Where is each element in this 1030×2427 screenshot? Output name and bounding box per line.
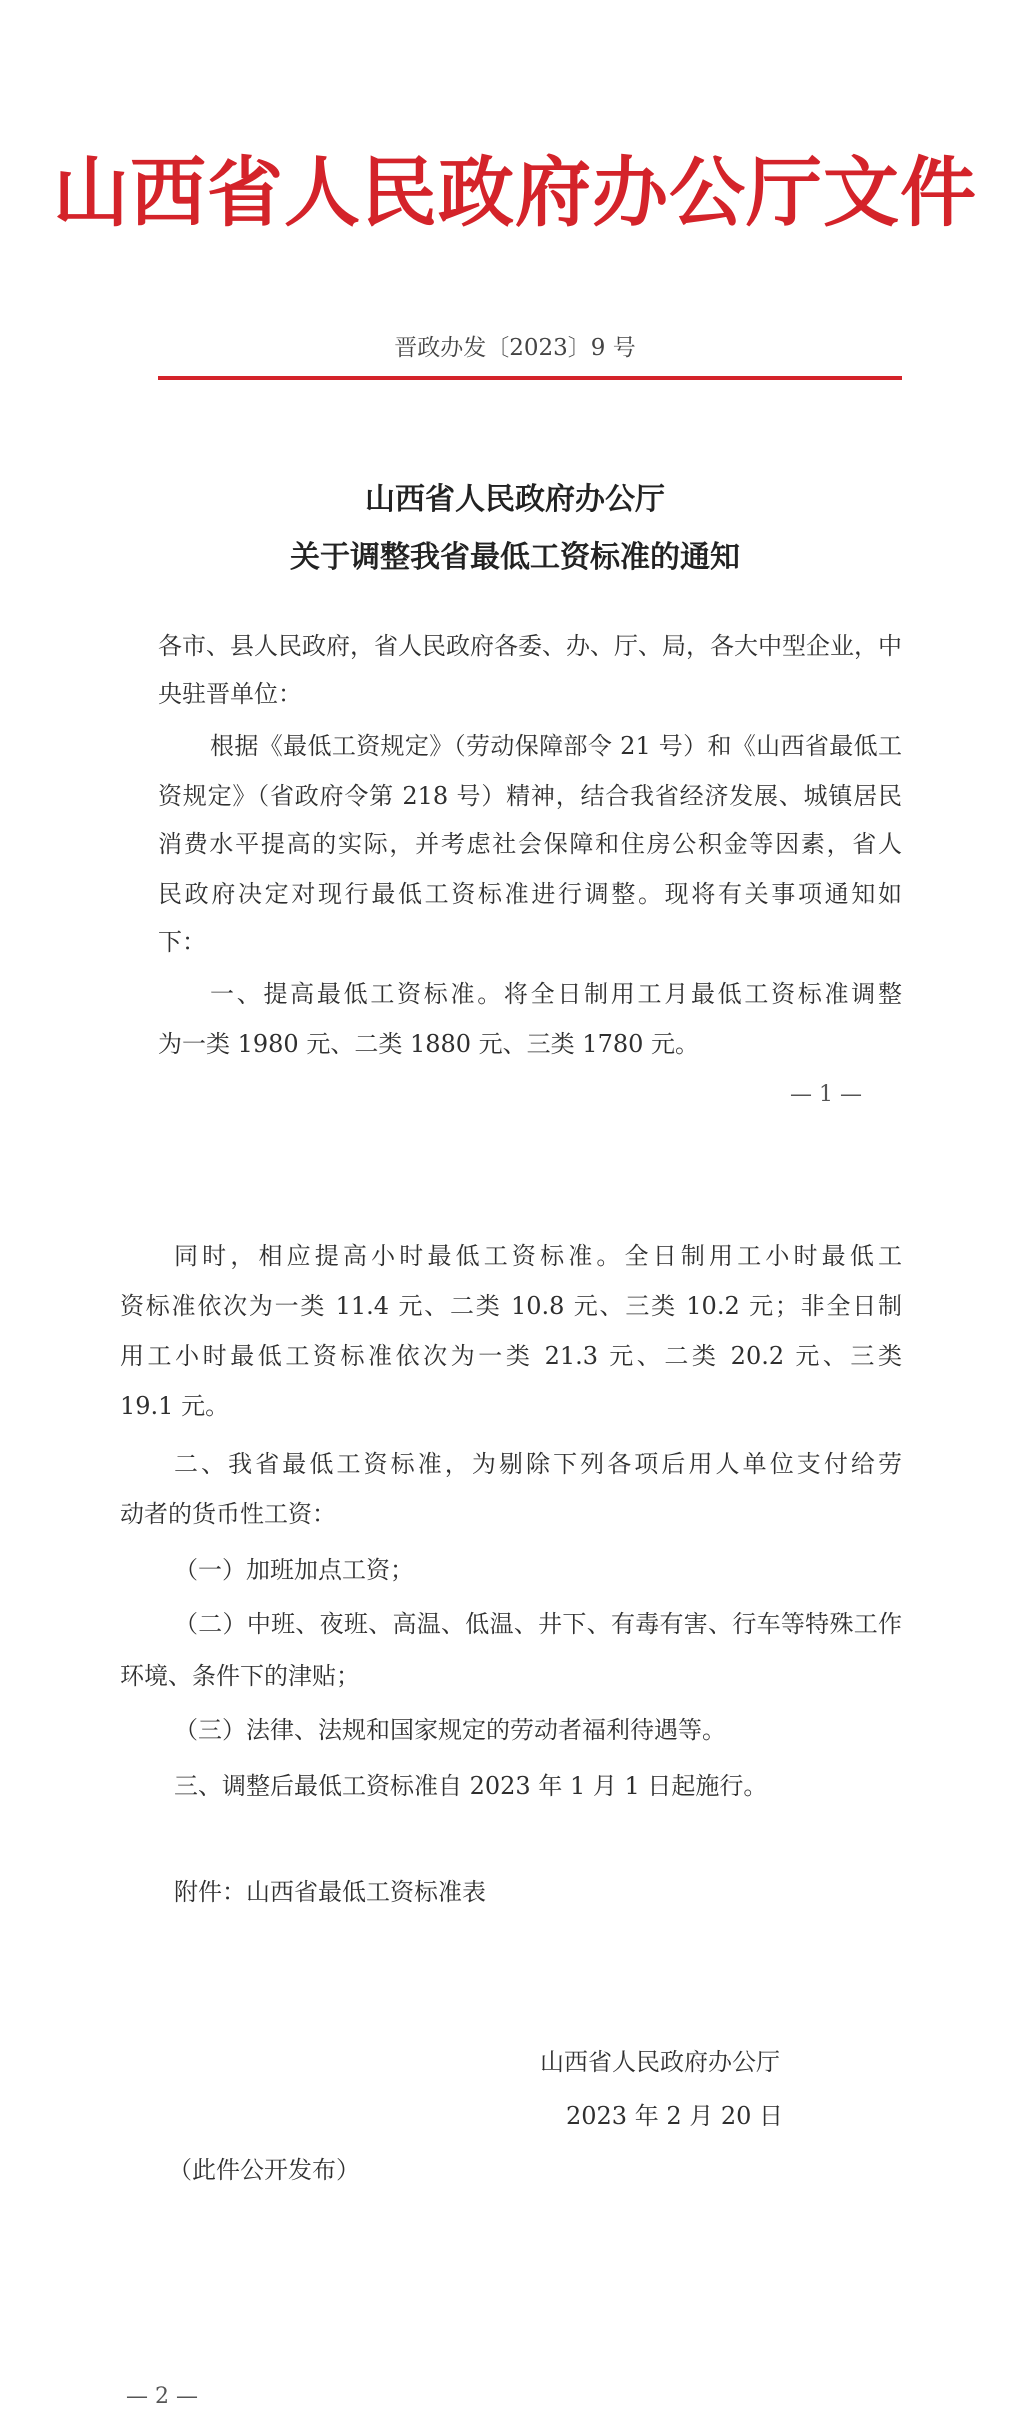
body-line: 根据《最低工资规定》（劳动保障部令 21 号）和《山西省最低工 xyxy=(210,732,902,760)
body-line: 为一类 1980 元、二类 1880 元、三类 1780 元。 xyxy=(158,1030,700,1058)
signature-date: 2023 年 2 月 20 日 xyxy=(566,2102,784,2130)
notice-title-line-1: 山西省人民政府办公厅 xyxy=(365,482,665,517)
document-number: 晋政办发〔2023〕9 号 xyxy=(394,335,636,361)
body-line: 消费水平提高的实际，并考虑社会保障和住房公积金等因素，省人 xyxy=(158,830,902,858)
header-red-divider xyxy=(158,376,902,380)
body-line: 二、我省最低工资标准，为剔除下列各项后用人单位支付给劳 xyxy=(174,1450,902,1478)
body-line: （一）加班加点工资； xyxy=(174,1556,414,1584)
attachment-line: 附件：山西省最低工资标准表 xyxy=(174,1878,486,1906)
body-line: （三）法律、法规和国家规定的劳动者福利待遇等。 xyxy=(174,1716,726,1744)
body-line: 民政府决定对现行最低工资标准进行调整。现将有关事项通知如 xyxy=(158,880,902,908)
body-line: 央驻晋单位： xyxy=(158,680,302,708)
body-line: 三、调整后最低工资标准自 2023 年 1 月 1 日起施行。 xyxy=(174,1772,768,1800)
page-number: — 1 — xyxy=(790,1082,862,1107)
publish-note: （此件公开发布） xyxy=(168,2156,360,2184)
body-line: 资规定》（省政府令第 218 号）精神，结合我省经济发展、城镇居民 xyxy=(158,782,902,810)
body-line: 环境、条件下的津贴； xyxy=(120,1662,360,1690)
body-line: （二）中班、夜班、高温、低温、井下、有毒有害、行车等特殊工作 xyxy=(174,1610,902,1638)
page-number: — 2 — xyxy=(126,2384,198,2409)
signature-organization: 山西省人民政府办公厅 xyxy=(540,2048,780,2076)
body-line: 同时，相应提高小时最低工资标准。全日制用工小时最低工 xyxy=(174,1242,902,1270)
document-header-title: 山西省人民政府办公厅文件 xyxy=(53,148,977,237)
body-line: 资标准依次为一类 11.4 元、二类 10.8 元、三类 10.2 元；非全日制 xyxy=(120,1292,902,1320)
body-line: 用工小时最低工资标准依次为一类 21.3 元、二类 20.2 元、三类 xyxy=(120,1342,902,1370)
body-line: 各市、县人民政府，省人民政府各委、办、厅、局，各大中型企业，中 xyxy=(158,632,902,660)
body-line: 动者的货币性工资： xyxy=(120,1500,336,1528)
body-line: 下： xyxy=(158,928,206,956)
body-line: 19.1 元。 xyxy=(120,1392,230,1420)
notice-title-line-2: 关于调整我省最低工资标准的通知 xyxy=(290,540,740,575)
body-line: 一、提高最低工资标准。将全日制用工月最低工资标准调整 xyxy=(210,980,902,1008)
